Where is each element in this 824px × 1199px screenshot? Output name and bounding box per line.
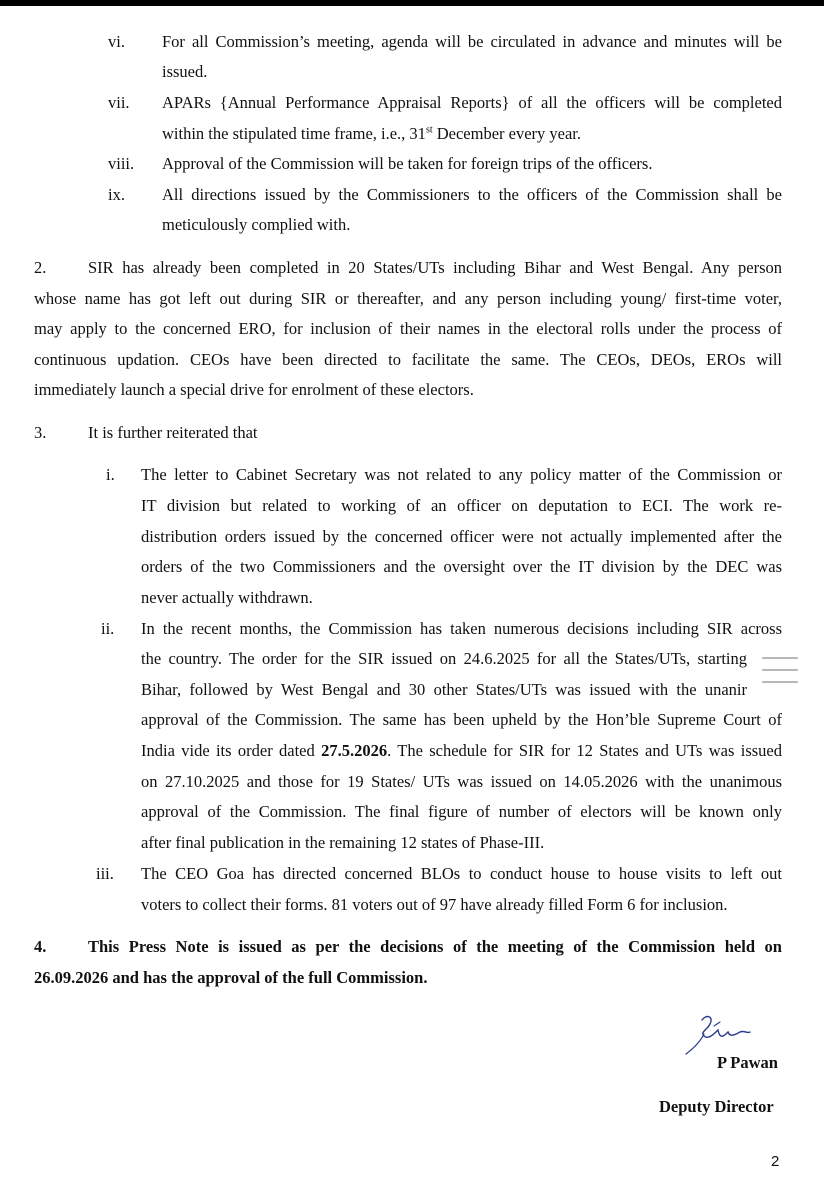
signatory-designation: Deputy Director bbox=[659, 1097, 774, 1116]
list-item-vii-line2: within the stipulated time frame, i.e., 31st December every year. bbox=[162, 124, 582, 143]
list3-i-line1: The letter to Cabinet Secretary was not related to any policy matter of the Commission or bbox=[141, 465, 782, 484]
list3-i-line2: IT division but related to working of an officer on deputation to ECI. The work re- bbox=[141, 496, 782, 515]
para2-line5: immediately launch a special drive for enrolment of these electors. bbox=[34, 380, 474, 399]
para4-line2: 26.09.2026 and has the approval of the full Commission. bbox=[34, 968, 428, 987]
list3-num-i: i. bbox=[106, 465, 115, 484]
list3-ii-line5: India vide its order dated 27.5.2026. The schedule for SIR for 12 States and UTs was issued bbox=[141, 741, 782, 760]
bold-date: 27.5.2026 bbox=[321, 741, 388, 760]
list3-i-line3: distribution orders issued by the concerned officer were not actually implemented after the bbox=[141, 527, 782, 546]
list3-ii-line3: Bihar, followed by West Bengal and 30 other States/UTs was issued with the unanir bbox=[141, 680, 747, 699]
list-item-vii-line1: APARs {Annual Performance Appraisal Reports} of all the officers will be completed bbox=[162, 93, 782, 112]
list-item-vi-line1: For all Commission’s meeting, agenda will be circulated in advance and minutes will be bbox=[162, 32, 782, 51]
list3-ii-line6: on 27.10.2025 and those for 19 States/ UTs was issued on 14.05.2026 with the unanimous bbox=[141, 772, 782, 791]
para4-num: 4. bbox=[34, 937, 47, 956]
para2-line3: may apply to the concerned ERO, for inclusion of their names in the electoral rolls under the process of bbox=[34, 319, 782, 338]
para2-line1: SIR has already been completed in 20 States/UTs including Bihar and West Bengal. Any person bbox=[88, 258, 782, 277]
list3-num-ii: ii. bbox=[101, 619, 115, 638]
list3-iii-line1: The CEO Goa has directed concerned BLOs to conduct house to house visits to left out bbox=[141, 864, 782, 883]
list3-i-line5: never actually withdrawn. bbox=[141, 588, 313, 607]
list-num-viii: viii. bbox=[108, 154, 135, 173]
page-number: 2 bbox=[771, 1153, 780, 1170]
list-num-vi: vi. bbox=[108, 32, 125, 51]
signatory-name: P Pawan bbox=[717, 1053, 778, 1072]
para2-num: 2. bbox=[34, 258, 47, 277]
list3-ii-line7: approval of the Commission. The final figure of number of electors will be known only bbox=[141, 802, 782, 821]
list-item-ix-line2: meticulously complied with. bbox=[162, 215, 351, 234]
hamburger-menu-icon[interactable] bbox=[762, 657, 798, 693]
para2-line2: whose name has got left out during SIR or thereafter, and any person including young/ first-time voter, bbox=[34, 289, 782, 308]
list3-ii-line2: the country. The order for the SIR issued on 24.6.2025 for all the States/UTs, starting bbox=[141, 649, 747, 668]
para3-num: 3. bbox=[34, 423, 47, 442]
list-num-vii: vii. bbox=[108, 93, 130, 112]
list-num-ix: ix. bbox=[108, 185, 125, 204]
list3-ii-line1: In the recent months, the Commission has taken numerous decisions including SIR across bbox=[141, 619, 782, 638]
list3-ii-line8: after final publication in the remaining 12 states of Phase-III. bbox=[141, 833, 545, 852]
signature bbox=[684, 1010, 754, 1058]
para2-line4: continuous updation. CEOs have been directed to facilitate the same. The CEOs, DEOs, EROs will bbox=[34, 350, 782, 369]
list3-num-iii: iii. bbox=[96, 864, 114, 883]
para4-line1: This Press Note is issued as per the decisions of the meeting of the Commission held on bbox=[88, 937, 782, 956]
list-item-viii-line1: Approval of the Commission will be taken for foreign trips of the officers. bbox=[162, 154, 653, 173]
para3-text: It is further reiterated that bbox=[88, 423, 258, 442]
list3-i-line4: orders of the two Commissioners and the oversight over the IT division by the DEC was bbox=[141, 557, 782, 576]
list3-ii-line4: approval of the Commission. The same has been upheld by the Hon’ble Supreme Court of bbox=[141, 710, 782, 729]
list-item-ix-line1: All directions issued by the Commissioners to the officers of the Commission shall be bbox=[162, 185, 782, 204]
list-item-vi-line2: issued. bbox=[162, 62, 208, 81]
list3-iii-line2: voters to collect their forms. 81 voters out of 97 have already filled Form 6 for inclusion. bbox=[141, 895, 728, 914]
